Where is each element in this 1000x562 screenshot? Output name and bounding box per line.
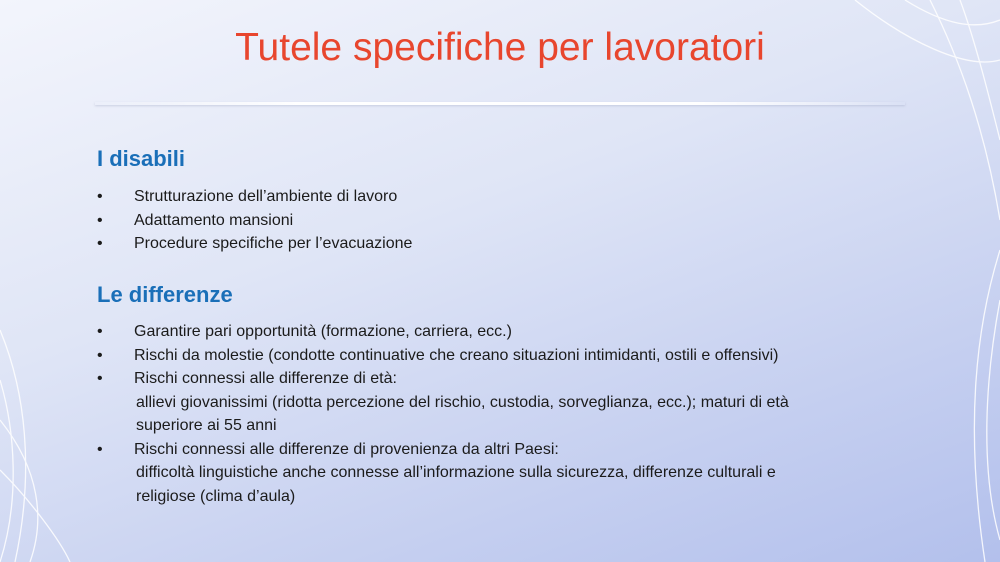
bullet-list-differenze: [97, 320, 897, 508]
item-text: Procedure specifiche per l’evacuazione: [134, 235, 413, 252]
bullet-icon: •: [97, 235, 103, 252]
item-text: Rischi connessi alle differenze di provenienza da altri Paesi:: [134, 440, 559, 458]
list-item: [97, 367, 897, 391]
item-text: Strutturazione dell’ambiente di lavoro: [134, 188, 398, 205]
bullet-list-disabili: [97, 185, 897, 256]
bullet-icon: •: [97, 440, 103, 458]
bullet-icon: •: [97, 211, 103, 229]
sub-item-text: religiose (clima d’aula): [136, 487, 296, 505]
item-text: Rischi da molestie (condotte continuative che creano situazioni intimidanti, ostili e offensivi): [134, 346, 779, 364]
item-text: Adattamento mansioni: [134, 211, 294, 229]
bullet-icon: •: [97, 188, 103, 205]
sub-item-text: difficoltà linguistiche anche connesse all’informazione sulla sicurezza, differenze culturali e: [136, 464, 776, 481]
item-text: Rischi connessi alle differenze di età:: [134, 370, 397, 387]
list-item: [97, 438, 897, 462]
list-item: [97, 344, 897, 368]
list-item: [97, 209, 897, 233]
section-heading-disabili: I disabili: [97, 146, 186, 171]
bullet-icon: •: [97, 323, 103, 340]
slide-title: Tutele specifiche per lavoratori: [235, 26, 765, 69]
sub-item-text: allievi giovanissimi (ridotta percezione del rischio, custodia, sorveglianza, ecc.); maturi di età: [136, 393, 789, 411]
bullet-icon: •: [97, 370, 103, 387]
item-text: Garantire pari opportunità (formazione, carriera, ecc.): [134, 323, 512, 340]
bullet-icon: •: [97, 346, 103, 364]
section-heading-differenze: Le differenze: [97, 282, 233, 307]
list-item: [97, 185, 897, 209]
list-item: [97, 320, 897, 344]
sub-item-text: superiore ai 55 anni: [136, 417, 277, 434]
title-divider: [95, 102, 905, 105]
list-item: [97, 232, 897, 256]
